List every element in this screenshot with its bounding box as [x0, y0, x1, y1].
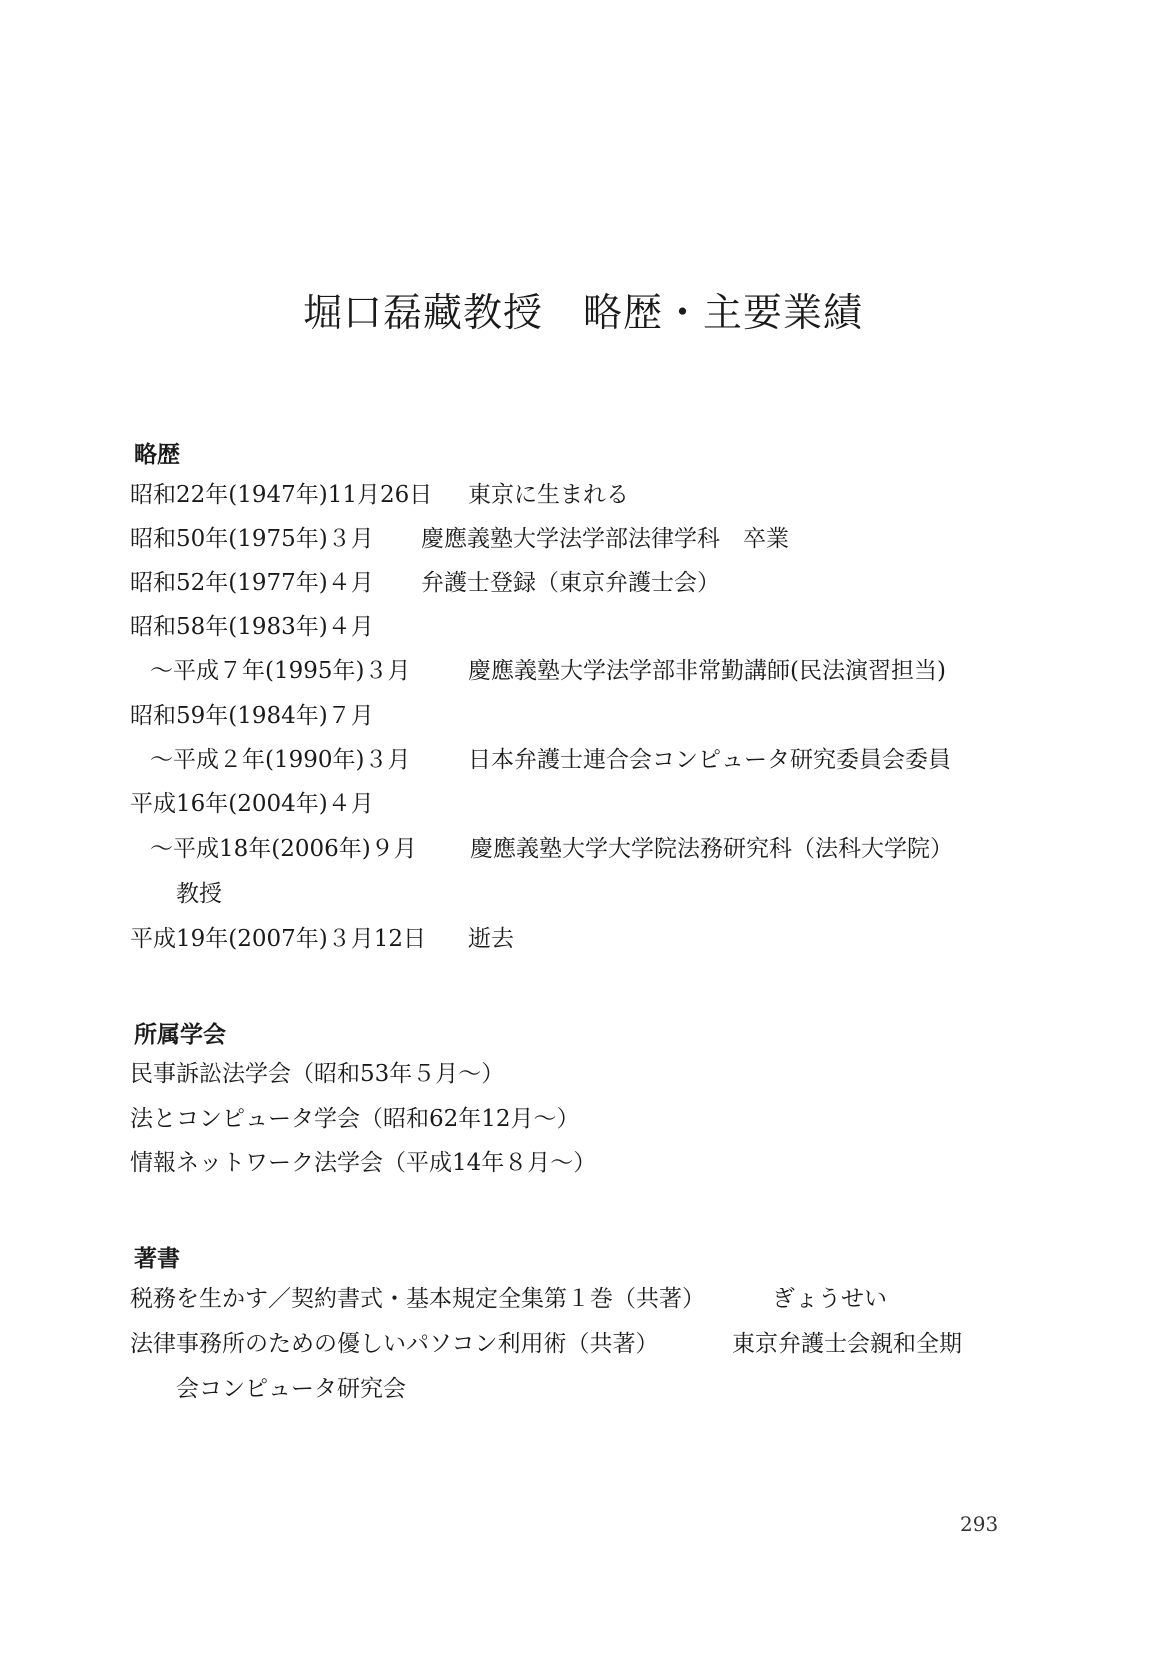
career-date: ～平成２年(1990年)３月: [150, 747, 411, 773]
career-date: 平成19年(2007年)３月12日: [130, 926, 427, 952]
career-date: 平成16年(2004年)４月: [130, 791, 374, 817]
career-date: ～平成18年(2006年)９月: [150, 836, 417, 862]
book-publisher: 会コンピュータ研究会: [176, 1376, 406, 1402]
career-date: 昭和52年(1977年)４月: [130, 570, 374, 596]
career-date: 昭和50年(1975年)３月: [130, 526, 374, 552]
career-text: 慶應義塾大学法学部非常勤講師(民法演習担当): [468, 658, 946, 684]
society-item: 情報ネットワーク法学会（平成14年８月～）: [130, 1150, 597, 1176]
society-item: 民事訴訟法学会（昭和53年５月～）: [130, 1061, 505, 1087]
book-title: 税務を生かす／契約書式・基本規定全集第１巻（共著）: [130, 1286, 705, 1312]
career-date: ～平成７年(1995年)３月: [150, 658, 411, 684]
career-text: 教授: [176, 881, 222, 907]
career-text: 東京に生まれる: [468, 482, 629, 508]
career-text: 慶應義塾大学大学院法務研究科（法科大学院）: [470, 836, 953, 862]
book-title: 法律事務所のための優しいパソコン利用術（共著）: [130, 1331, 659, 1357]
book-publisher: 東京弁護士会親和全期: [732, 1331, 962, 1357]
career-date: 昭和59年(1984年)７月: [130, 703, 374, 729]
page-number: 293: [960, 1512, 999, 1536]
career-text: 慶應義塾大学法学部法律学科 卒業: [421, 526, 789, 552]
career-heading: 略歴: [134, 442, 180, 468]
career-date: 昭和58年(1983年)４月: [130, 614, 374, 640]
career-text: 弁護士登録（東京弁護士会）: [421, 570, 720, 596]
society-item: 法とコンピュータ学会（昭和62年12月～）: [130, 1106, 580, 1132]
book-publisher: ぎょうせい: [772, 1286, 887, 1312]
societies-heading: 所属学会: [134, 1022, 226, 1048]
career-text: 日本弁護士連合会コンピュータ研究委員会委員: [468, 747, 951, 773]
page-title: 堀口磊藏教授 略歴・主要業績: [302, 291, 863, 336]
books-heading: 著書: [134, 1246, 180, 1272]
career-date: 昭和22年(1947年)11月26日: [130, 482, 433, 508]
career-text: 逝去: [468, 926, 514, 952]
